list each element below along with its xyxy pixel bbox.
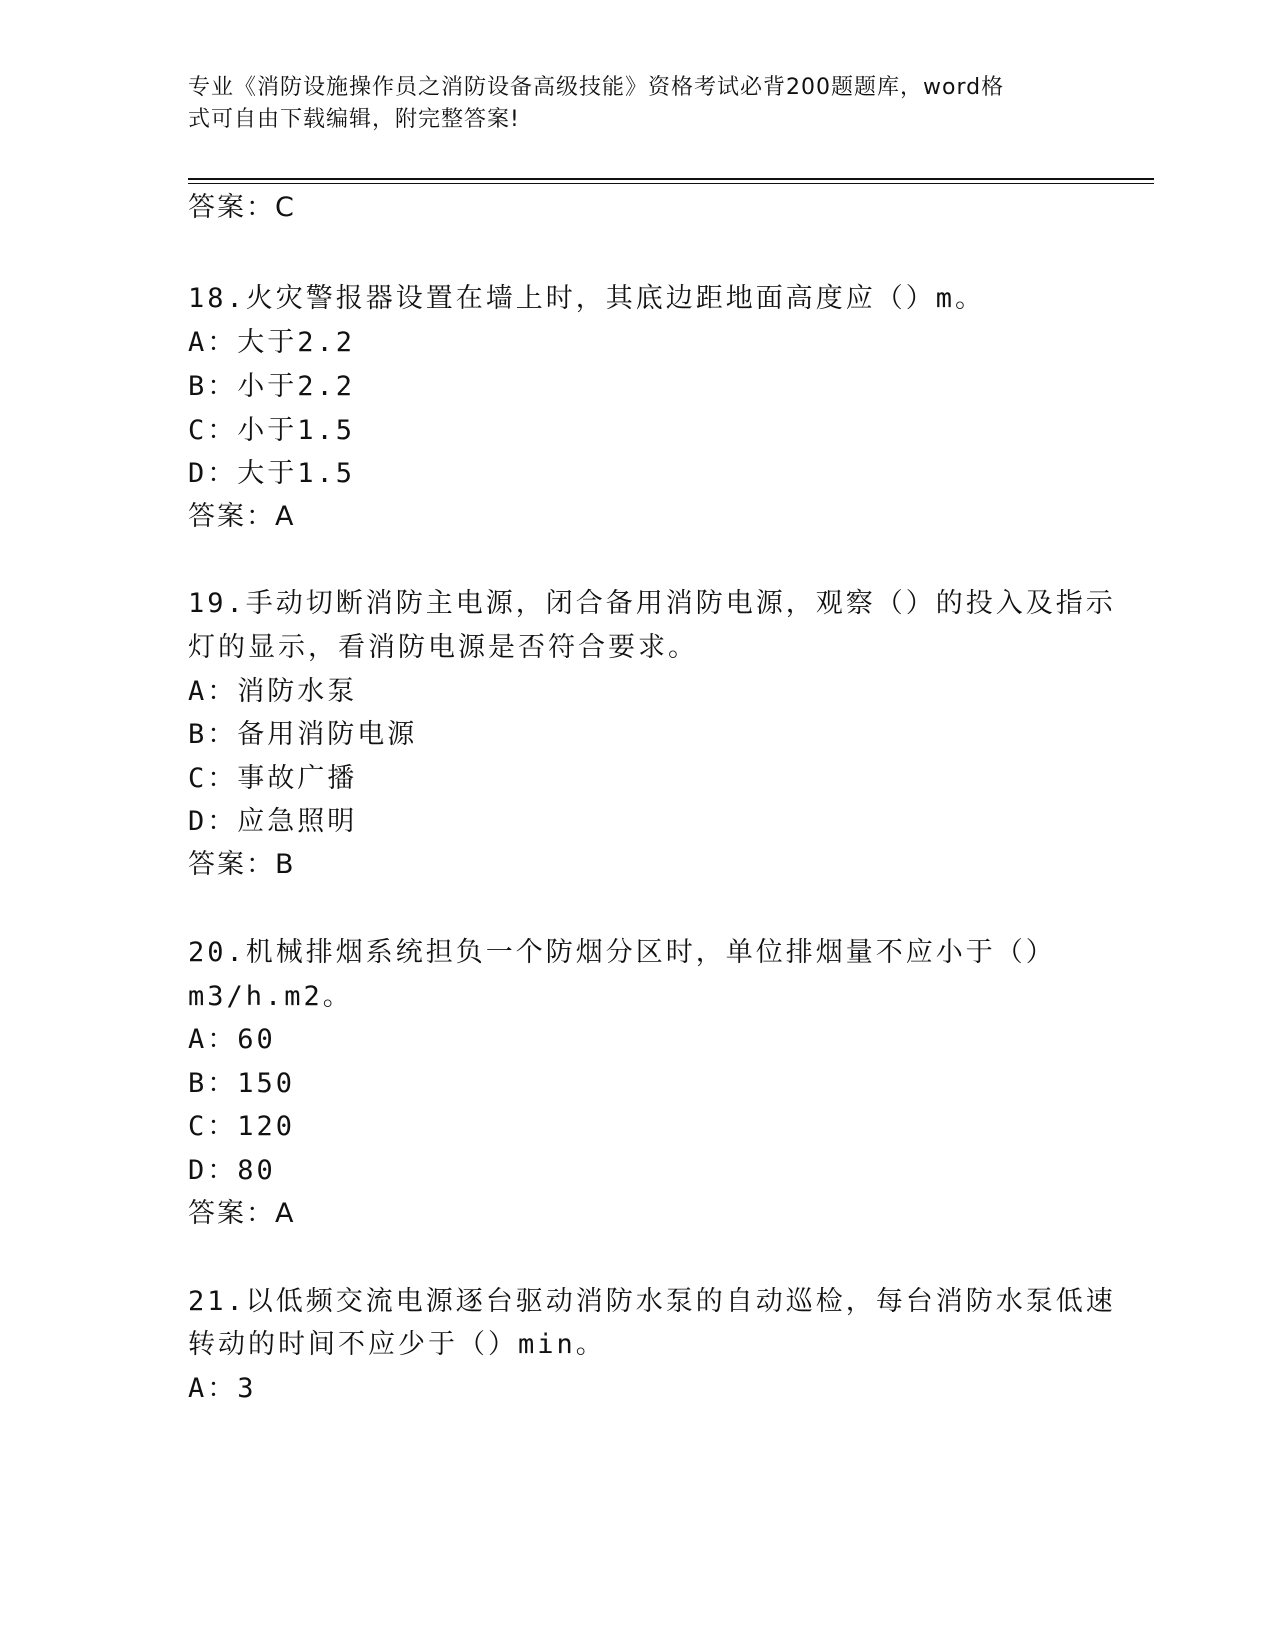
question-18-option-b: B：小于2.2 bbox=[188, 371, 356, 402]
question-20-stem-line-2: m3/h.m2。 bbox=[188, 981, 353, 1012]
question-19-option-a: A：消防水泵 bbox=[188, 676, 358, 707]
question-21-option-a: A：3 bbox=[188, 1373, 257, 1404]
question-20-option-c: C：120 bbox=[188, 1111, 296, 1142]
document-header bbox=[188, 72, 1068, 136]
question-18-answer: 答案：A bbox=[188, 501, 296, 532]
question-21-stem-line-2: 转动的时间不应少于（）min。 bbox=[188, 1329, 606, 1360]
question-19-stem-line-1: 19.手动切断消防主电源，闭合备用消防电源，观察（）的投入及指示 bbox=[188, 588, 1116, 619]
question-19-option-d: D：应急照明 bbox=[188, 806, 358, 837]
header-line-2: 式可自由下载编辑，附完整答案! bbox=[188, 107, 520, 132]
question-20-option-d: D：80 bbox=[188, 1155, 276, 1186]
question-19-stem-line-2: 灯的显示，看消防电源是否符合要求。 bbox=[188, 632, 698, 663]
question-19-answer: 答案：B bbox=[188, 849, 296, 880]
answer-prev: 答案：C bbox=[188, 192, 296, 223]
header-line-1: 专业《消防设施操作员之消防设备高级技能》资格考试必背200题题库，word格 bbox=[188, 75, 1005, 100]
question-21-stem-line-1: 21.以低频交流电源逐台驱动消防水泵的自动巡检，每台消防水泵低速 bbox=[188, 1286, 1116, 1317]
header-rule-thick bbox=[188, 178, 1154, 180]
question-20-stem-line-1: 20.机械排烟系统担负一个防烟分区时，单位排烟量不应小于（） bbox=[188, 937, 1056, 968]
question-19-option-c: C：事故广播 bbox=[188, 763, 358, 794]
question-18-option-d: D：大于1.5 bbox=[188, 458, 356, 489]
header-rule-thin bbox=[188, 183, 1154, 184]
question-20-answer: 答案：A bbox=[188, 1198, 296, 1229]
question-19-option-b: B：备用消防电源 bbox=[188, 719, 418, 750]
question-20-option-a: A：60 bbox=[188, 1024, 276, 1055]
question-18-option-a: A：大于2.2 bbox=[188, 327, 356, 358]
question-20-option-b: B：150 bbox=[188, 1068, 296, 1099]
question-18-option-c: C：小于1.5 bbox=[188, 415, 356, 446]
question-18-stem: 18.火灾警报器设置在墙上时，其底边距地面高度应（）m。 bbox=[188, 283, 986, 314]
